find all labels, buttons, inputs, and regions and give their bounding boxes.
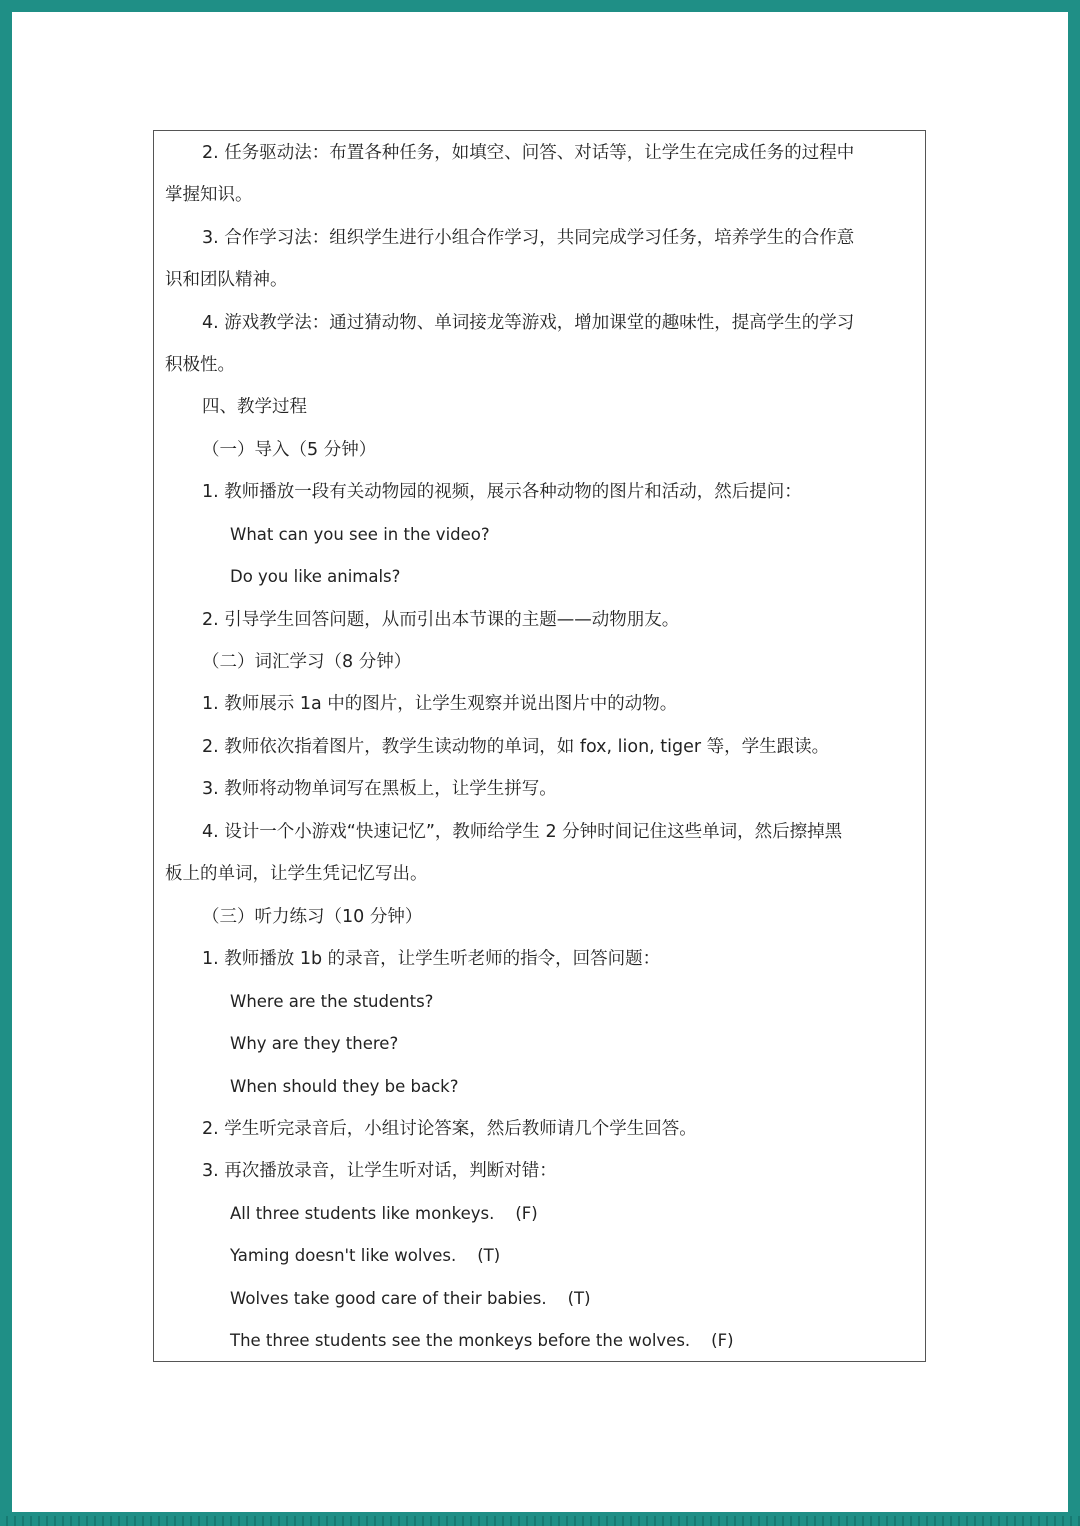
subsection-heading: （一）导入（5 分钟） — [202, 440, 377, 460]
text-line: 2. 任务驱动法：布置各种任务，如填空、问答、对话等，让学生在完成任务的过程中 — [202, 143, 855, 163]
true-false-item: Wolves take good care of their babies. (T) — [230, 1289, 591, 1308]
text-line: 板上的单词，让学生凭记忆写出。 — [165, 864, 428, 884]
question-line: Where are the students? — [230, 992, 434, 1011]
question-line: Why are they there? — [230, 1034, 399, 1053]
text-line: 识和团队精神。 — [165, 270, 288, 290]
subsection-heading: （二）词汇学习（8 分钟） — [202, 652, 412, 672]
text-line: 3. 教师将动物单词写在黑板上，让学生拼写。 — [202, 779, 557, 799]
text-line: 1. 教师播放 1b 的录音，让学生听老师的指令，回答问题： — [202, 949, 661, 969]
true-false-item: All three students like monkeys. (F) — [230, 1204, 538, 1223]
text-line: 4. 设计一个小游戏“快速记忆”，教师给学生 2 分钟时间记住这些单词，然后擦掉黑 — [202, 822, 843, 842]
question-line: When should they be back? — [230, 1077, 459, 1096]
true-false-item: The three students see the monkeys before the wolves. (F) — [230, 1331, 734, 1350]
page-border-decoration — [0, 1516, 1080, 1526]
text-line: 掌握知识。 — [165, 185, 253, 205]
question-line: Do you like animals? — [230, 567, 401, 586]
text-line: 3. 合作学习法：组织学生进行小组合作学习，共同完成学习任务，培养学生的合作意 — [202, 228, 855, 248]
text-line: 1. 教师播放一段有关动物园的视频，展示各种动物的图片和活动，然后提问： — [202, 482, 802, 502]
text-line: 积极性。 — [165, 355, 235, 375]
text-line: 2. 学生听完录音后，小组讨论答案，然后教师请几个学生回答。 — [202, 1119, 697, 1139]
text-line: 2. 引导学生回答问题，从而引出本节课的主题——动物朋友。 — [202, 610, 680, 630]
question-line: What can you see in the video? — [230, 525, 490, 544]
true-false-item: Yaming doesn't like wolves. (T) — [230, 1246, 501, 1265]
section-heading: 四、教学过程 — [202, 397, 307, 417]
page-sheet — [12, 12, 1068, 1512]
text-line: 3. 再次播放录音，让学生听对话，判断对错： — [202, 1161, 557, 1181]
text-line: 2. 教师依次指着图片，教学生读动物的单词，如 fox, lion, tiger 等，学生跟读。 — [202, 737, 830, 757]
lesson-plan-table-cell — [153, 130, 926, 1362]
subsection-heading: （三）听力练习（10 分钟） — [202, 907, 423, 927]
text-line: 4. 游戏教学法：通过猜动物、单词接龙等游戏，增加课堂的趣味性，提高学生的学习 — [202, 313, 855, 333]
text-line: 1. 教师展示 1a 中的图片，让学生观察并说出图片中的动物。 — [202, 694, 678, 714]
